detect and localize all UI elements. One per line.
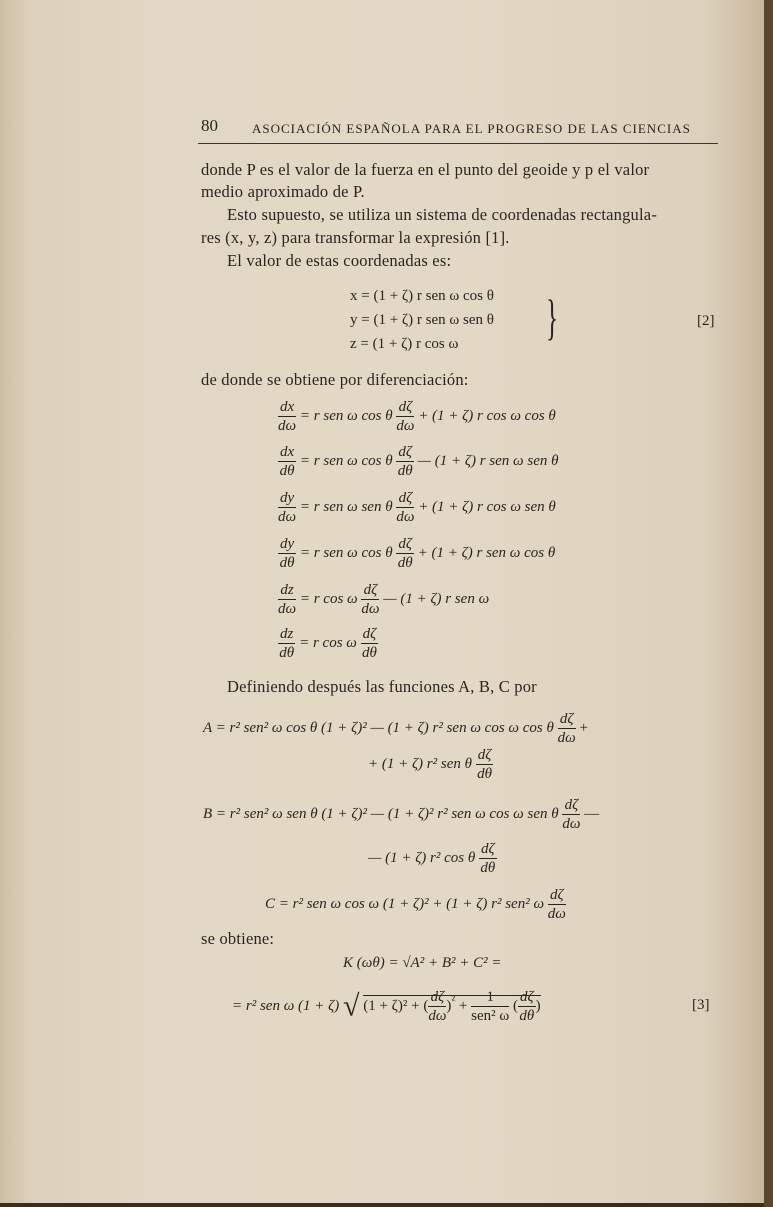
fraction: $\frac{d\zeta}{d\omega}$ <box>557 711 576 746</box>
equation-A-line1: A = r² sen² ω cos θ (1 + ζ)² — (1 + ζ) r² sen ω cos ω cos θ $\frac{d\zeta}{d\omega}$ + <box>203 711 588 746</box>
paragraph-line: Esto supuesto, se utiliza un sistema de coordenadas rectangula- <box>227 205 658 224</box>
equation-B-line2: — (1 + ζ) r² cos θ $\frac{d\zeta}{d\theta}$ <box>368 841 496 876</box>
derivative-equation: $\frac{dz}{d\theta}$ = r cos ω $\frac{d\zeta}{d\theta}$ <box>279 626 377 661</box>
paragraph-line: Definiendo después las funciones A, B, C por <box>227 677 537 696</box>
equation-K: K (ωθ) = √A² + B² + C² = <box>343 955 502 971</box>
equation-tag-2: [2] <box>697 313 715 329</box>
equation-x: x = (1 + ζ) r sen ω cos θ <box>350 288 494 304</box>
right-brace: } <box>546 289 558 345</box>
page-edge <box>764 0 773 1207</box>
fraction: $\frac{d\zeta}{d\theta}$ <box>519 989 535 1024</box>
equation-A-line2: + (1 + ζ) r² sen θ $\frac{d\zeta}{d\theta}$ <box>368 747 492 782</box>
derivative-equation: $\frac{dx}{d\theta}$ = r sen ω cos θ $\frac{d\zeta}{d\theta}$ — (1 + ζ) r sen ω sen θ <box>279 444 559 479</box>
radical-sign: √ <box>342 989 360 1023</box>
header-rule <box>198 143 718 144</box>
page-number: 80 <box>201 116 218 135</box>
fraction: $\frac{d\zeta}{d\theta}$ <box>361 626 377 661</box>
derivative-equation: $\frac{dy}{d\theta}$ = r sen ω cos θ $\frac{d\zeta}{d\theta}$ + (1 + ζ) r sen ω cos θ <box>279 536 556 571</box>
equation-C: C = r² sen ω cos ω (1 + ζ)² + (1 + ζ) r² sen² ω $\frac{d\zeta}{d\omega}$ <box>265 887 566 922</box>
fraction: $\frac{dz}{d\theta}$ <box>279 626 295 661</box>
radicand: (1 + ζ)² + ( $\frac{d\zeta}{d\omega}$ )$^{^2}$ + $\frac{1}{\text{sen² ω}}$ ( $\frac{d\zeta}{d\theta}$ ) <box>363 989 541 1024</box>
equation-z: z = (1 + ζ) r cos ω <box>350 336 459 352</box>
fraction: $\frac{1}{\text{sen² ω}}$ <box>471 989 510 1024</box>
fraction: $\frac{d\zeta}{d\omega}$ <box>428 989 447 1024</box>
derivative-equation: $\frac{dy}{d\omega}$ = r sen ω sen θ $\frac{d\zeta}{d\omega}$ + (1 + ζ) r cos ω sen θ <box>278 490 556 525</box>
paragraph-line: res (x, y, z) para transformar la expresión [1]. <box>201 228 510 247</box>
derivative-equation: $\frac{dx}{d\omega}$ = r sen ω cos θ $\frac{d\zeta}{d\omega}$ + (1 + ζ) r cos ω cos θ <box>278 399 556 434</box>
equation-K-expanded: = r² sen ω (1 + ζ) √ (1 + ζ)² + ( $\frac{d\zeta}{d\omega}$ )$^{^2}$ + $\frac{1}{\text{sen² ω}}$ ( $\frac{d\zeta}{d\theta}$ ) <box>232 989 541 1024</box>
paragraph-line: de donde se obtiene por diferenciación: <box>201 370 469 389</box>
fraction: $\frac{d\zeta}{d\omega}$ <box>361 582 380 617</box>
fraction: $\frac{d\zeta}{d\omega}$ <box>562 797 581 832</box>
paragraph-line: El valor de estas coordenadas es: <box>227 251 452 270</box>
fraction: $\frac{dy}{d\omega}$ <box>278 490 297 525</box>
paragraph-line: se obtiene: <box>201 929 275 948</box>
fraction: $\frac{dy}{d\theta}$ <box>279 536 295 571</box>
equation-y: y = (1 + ζ) r sen ω sen θ <box>350 312 494 328</box>
paragraph-line: donde P es el valor de la fuerza en el punto del geoide y p el valor <box>201 160 650 179</box>
fraction: $\frac{d\zeta}{d\omega}$ <box>547 887 566 922</box>
derivative-equation: $\frac{dz}{d\omega}$ = r cos ω $\frac{d\zeta}{d\omega}$ — (1 + ζ) r sen ω <box>278 582 490 617</box>
running-title: ASOCIACIÓN ESPAÑOLA PARA EL PROGRESO DE LAS CIENCIAS <box>252 121 691 136</box>
fraction: $\frac{dx}{d\theta}$ <box>279 444 295 479</box>
fraction: $\frac{d\zeta}{d\theta}$ <box>477 747 492 782</box>
fraction: $\frac{d\zeta}{d\omega}$ <box>396 399 415 434</box>
fraction: $\frac{d\zeta}{d\theta}$ <box>397 536 413 571</box>
fraction: $\frac{dx}{d\omega}$ <box>278 399 297 434</box>
fraction: $\frac{d\zeta}{d\theta}$ <box>480 841 496 876</box>
paragraph-line: medio aproximado de P. <box>201 182 365 201</box>
fraction: $\frac{d\zeta}{d\theta}$ <box>397 444 413 479</box>
fraction: $\frac{d\zeta}{d\omega}$ <box>396 490 415 525</box>
equation-tag-3: [3] <box>692 997 710 1013</box>
equation-B-line1: B = r² sen² ω sen θ (1 + ζ)² — (1 + ζ)² r² sen ω cos ω sen θ $\frac{d\zeta}{d\omega}$ — <box>203 797 600 832</box>
fraction: $\frac{dz}{d\omega}$ <box>278 582 297 617</box>
